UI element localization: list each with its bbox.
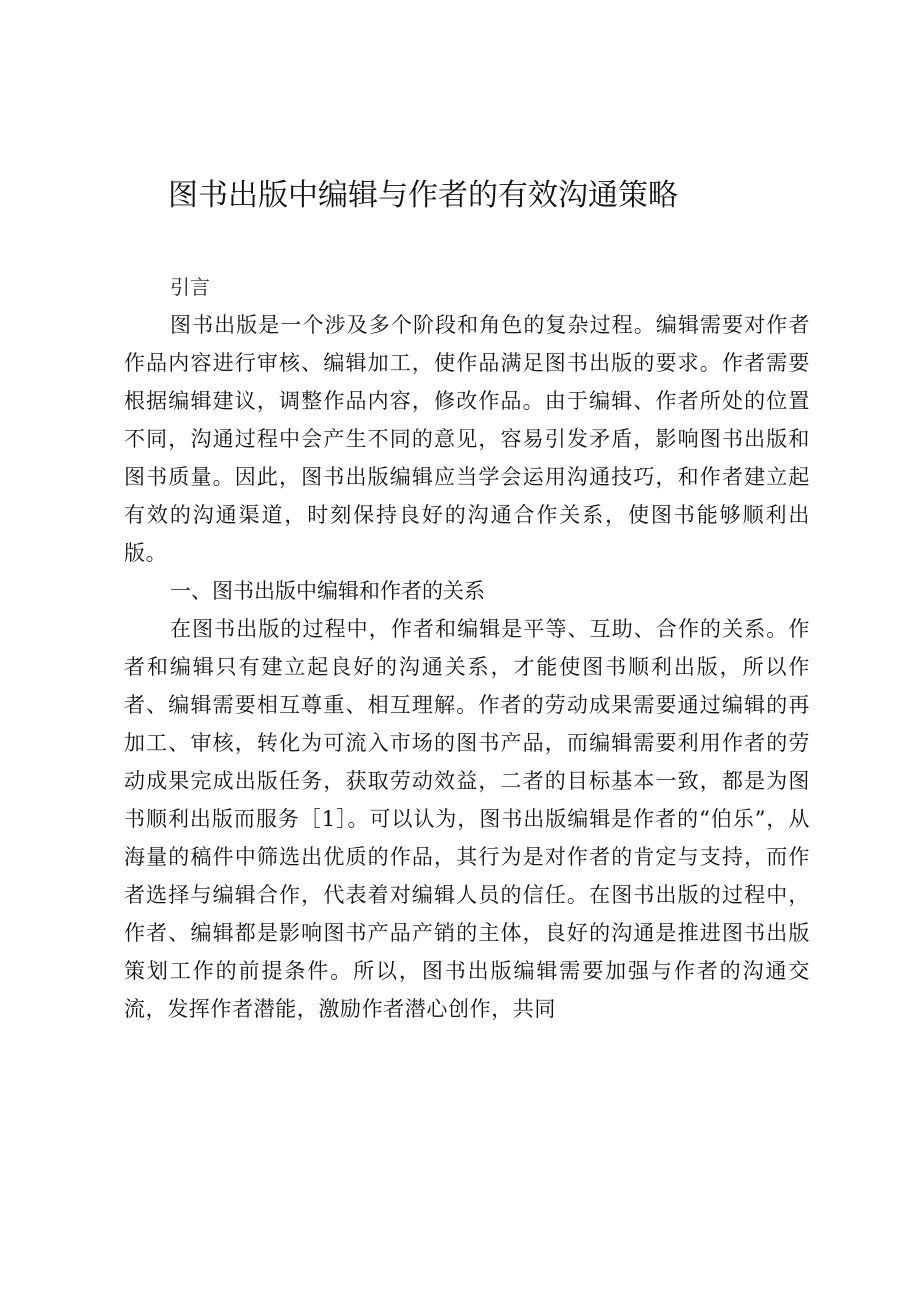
- intro-label: 引言: [170, 275, 210, 299]
- document-body: [124, 268, 810, 1028]
- section-paragraph: 在图书出版的过程中，作者和编辑是平等、互助、合作的关系。作者和编辑只有建立起良好的沟通关系，才能使图书顺利出版，所以作者、编辑需要相互尊重、相互理解。作者的劳动成果需要通过编辑的再加工、审核，转化为可流入市场的图书产品，而编辑需要利用作者的劳动成果完成出版任务，获取劳动效益，二者的目标基本一致，都是为图书顺利出版而服务［1］。可以认为，图书出版编辑是作者的“伯乐”，从海量的稿件中筛选出优质的作品，其行为是对作者的肯定与支持，而作者选择与编辑合作，代表着对编辑人员的信任。在图书出版的过程中，作者、编辑都是影响图书产品产销的主体，良好的沟通是推进图书出版策划工作的前提条件。所以，图书出版编辑需要加强与作者的沟通交流，发挥作者潜能，激励作者潜心创作，共同: [124, 617, 810, 1021]
- section-heading: 一、图书出版中编辑和作者的关系: [170, 579, 485, 603]
- document-title: 图书出版中编辑与作者的有效沟通策略: [168, 178, 678, 213]
- intro-paragraph: 图书出版是一个涉及多个阶段和角色的复杂过程。编辑需要对作者作品内容进行审核、编辑加工，使作品满足图书出版的要求。作者需要根据编辑建议，调整作品内容，修改作品。由于编辑、作者所处的位置不同，沟通过程中会产生不同的意见，容易引发矛盾，影响图书出版和图书质量。因此，图书出版编辑应当学会运用沟通技巧，和作者建立起有效的沟通渠道，时刻保持良好的沟通合作关系，使图书能够顺利出版。: [124, 313, 810, 565]
